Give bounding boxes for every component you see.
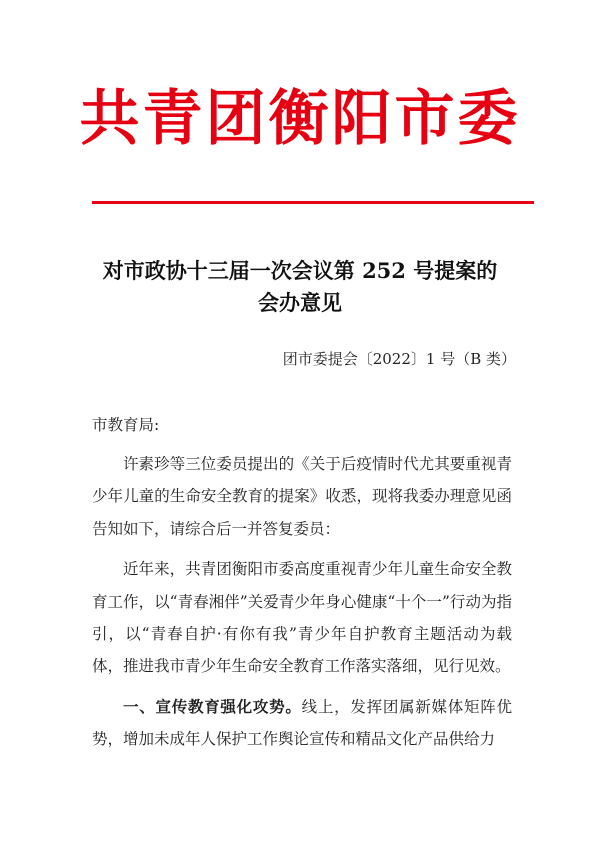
- red-divider-line: [92, 201, 534, 204]
- paragraph-2: 近年来，共青团衡阳市委高度重视青少年儿童生命安全教育工作，以“青春湘伴”关爱青少年身心健康“十个一”行动为指引，以“青春自护·有你有我”青少年自护教育主题活动为载体，推进我市青少年生命安全教育工作落实落细，见行见效。: [92, 560, 512, 676]
- salutation: 市教育局:: [92, 416, 160, 434]
- document-number: 团市委提会〔2022〕1 号（B 类）: [282, 350, 516, 368]
- paragraph-3-text: 线上，发挥团属新媒体矩阵优势，增加未成年人保护工作舆论宣传和精品文化产品供给力: [92, 697, 512, 749]
- letter-body: [92, 448, 512, 756]
- document-title-line2: 会办意见: [258, 290, 342, 315]
- paragraph-3: [92, 691, 512, 756]
- document-title-line1: 对市政协十三届一次会议第 252 号提案的: [102, 258, 498, 283]
- paragraph-1: 许素珍等三位委员提出的《关于后疫情时代尤其要重视青少年儿童的生命安全教育的提案》收悉，现将我委办理意见函告知如下，请综合后一并答复委员：: [92, 455, 512, 538]
- document-title: [60, 255, 540, 319]
- paragraph-3-heading: 一、宣传教育强化攻势。: [123, 696, 302, 716]
- organization-header: 共青团衡阳市委: [79, 84, 521, 154]
